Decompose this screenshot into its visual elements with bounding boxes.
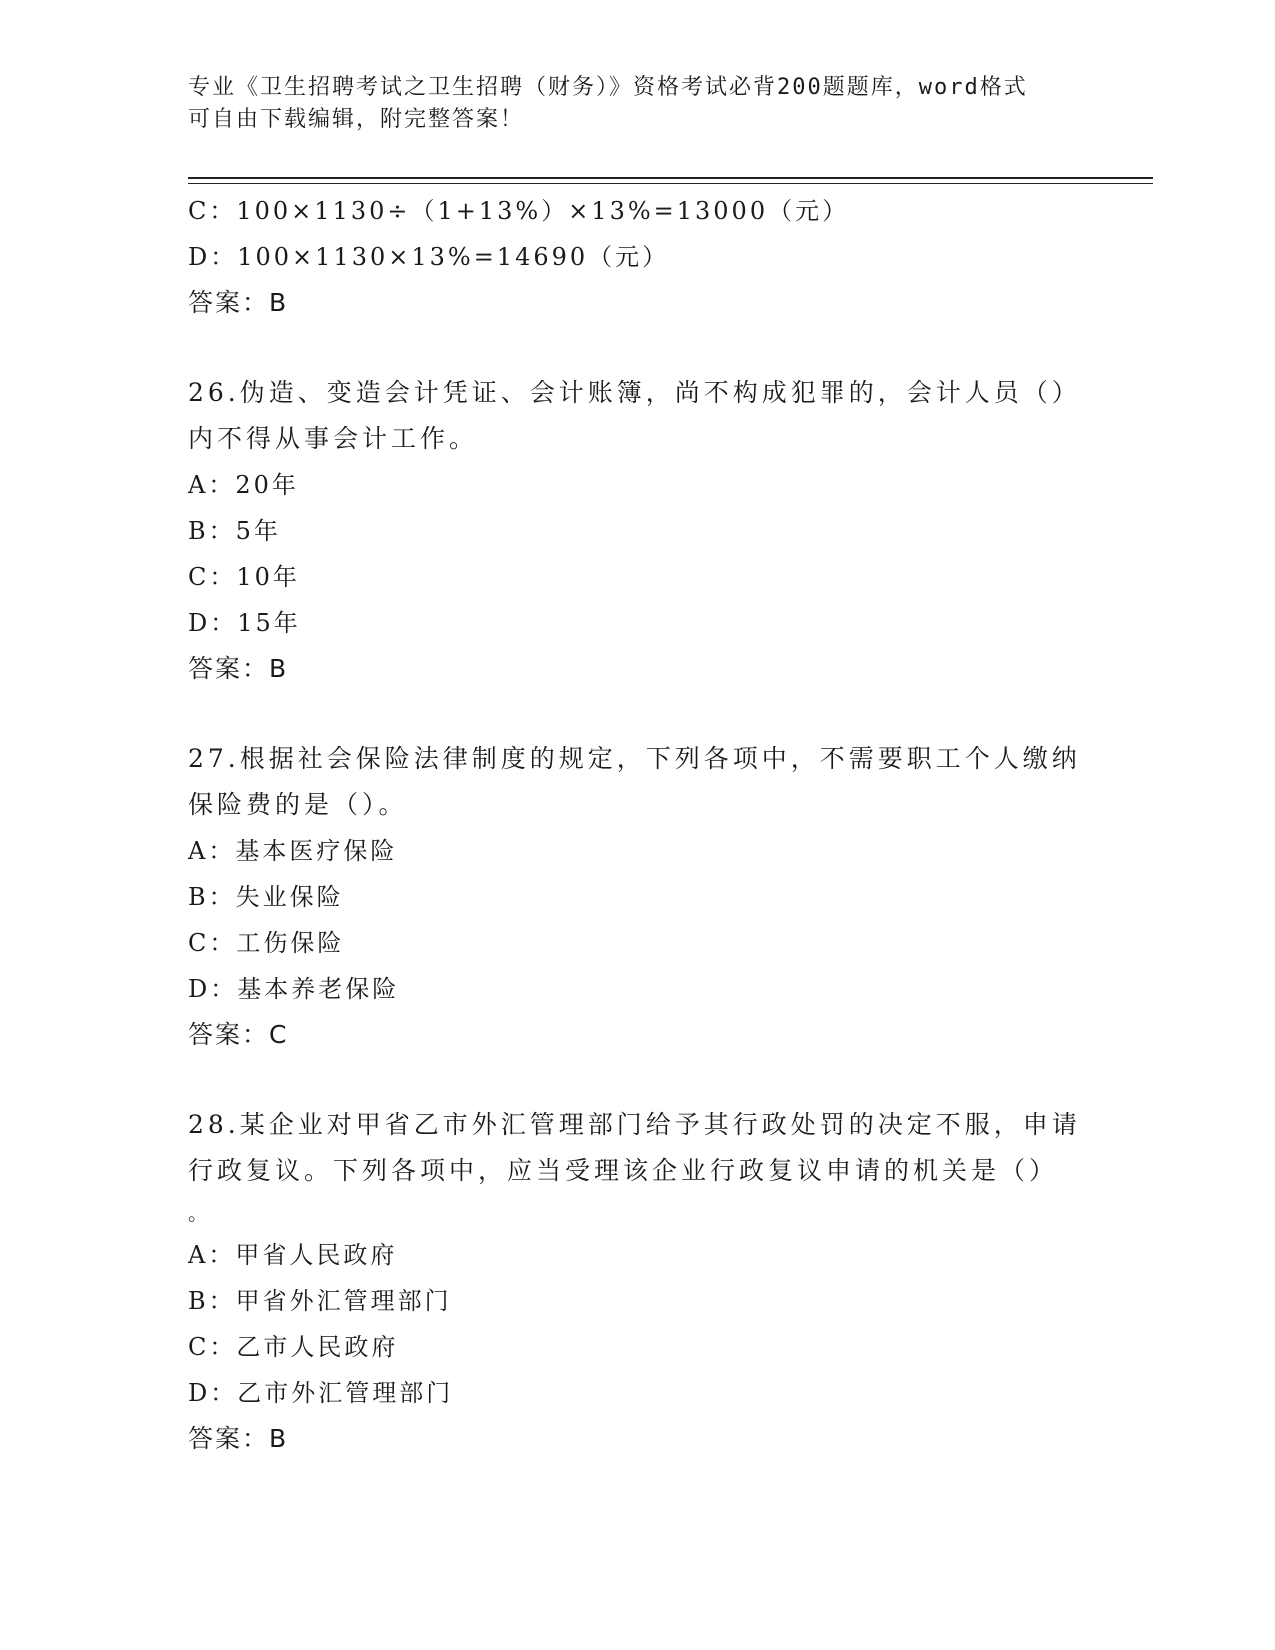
option-c: C：10年 bbox=[188, 563, 300, 591]
question-list bbox=[188, 188, 1081, 1462]
spacer bbox=[188, 1058, 1078, 1102]
question-stem: 保险费的是（）。 bbox=[188, 790, 408, 819]
option-b: B：甲省外汇管理部门 bbox=[188, 1287, 452, 1315]
question-28 bbox=[188, 1102, 1081, 1462]
answer: 答案：B bbox=[188, 654, 289, 683]
option-a: A：基本医疗保险 bbox=[188, 837, 398, 865]
option-d: D：15年 bbox=[188, 609, 301, 637]
header-divider-thin bbox=[188, 183, 1153, 184]
option-c: C：工伤保险 bbox=[188, 929, 345, 957]
question-stem: 26.伪造、变造会计凭证、会计账簿，尚不构成犯罪的，会计人员（） bbox=[188, 378, 1081, 407]
option-c: C：100×1130÷（1+13%）×13%=13000（元） bbox=[188, 197, 850, 225]
spacer bbox=[188, 692, 1078, 736]
option-b: B：失业保险 bbox=[188, 883, 344, 911]
answer: 答案：C bbox=[188, 1020, 289, 1049]
option-c: C：乙市人民政府 bbox=[188, 1333, 399, 1361]
answer: 答案：B bbox=[188, 288, 289, 317]
answer: 答案：B bbox=[188, 1424, 289, 1453]
header-title-line2: 可自由下载编辑，附完整答案！ bbox=[188, 107, 525, 132]
option-a: A：甲省人民政府 bbox=[188, 1241, 398, 1269]
question-25-tail bbox=[188, 188, 1078, 326]
question-stem: 行政复议。下列各项中，应当受理该企业行政复议申请的机关是（） bbox=[188, 1156, 1059, 1185]
option-a: A：20年 bbox=[188, 471, 299, 499]
question-stem: 。 bbox=[188, 1201, 208, 1225]
header-divider-thick bbox=[188, 177, 1153, 179]
spacer bbox=[188, 326, 1078, 370]
option-b: B：5年 bbox=[188, 517, 281, 545]
option-d: D：100×1130×13%=14690（元） bbox=[188, 243, 670, 271]
header-title-line1: 专业《卫生招聘考试之卫生招聘（财务）》资格考试必背200题题库，word格式 bbox=[188, 75, 1028, 100]
option-d: D：乙市外汇管理部门 bbox=[188, 1379, 454, 1407]
document-header bbox=[188, 72, 1078, 136]
question-stem: 27.根据社会保险法律制度的规定，下列各项中，不需要职工个人缴纳 bbox=[188, 744, 1081, 773]
question-27 bbox=[188, 736, 1081, 1058]
question-26 bbox=[188, 370, 1081, 692]
option-d: D：基本养老保险 bbox=[188, 975, 400, 1003]
question-stem: 28.某企业对甲省乙市外汇管理部门给予其行政处罚的决定不服，申请 bbox=[188, 1110, 1081, 1139]
question-stem: 内不得从事会计工作。 bbox=[188, 424, 479, 453]
